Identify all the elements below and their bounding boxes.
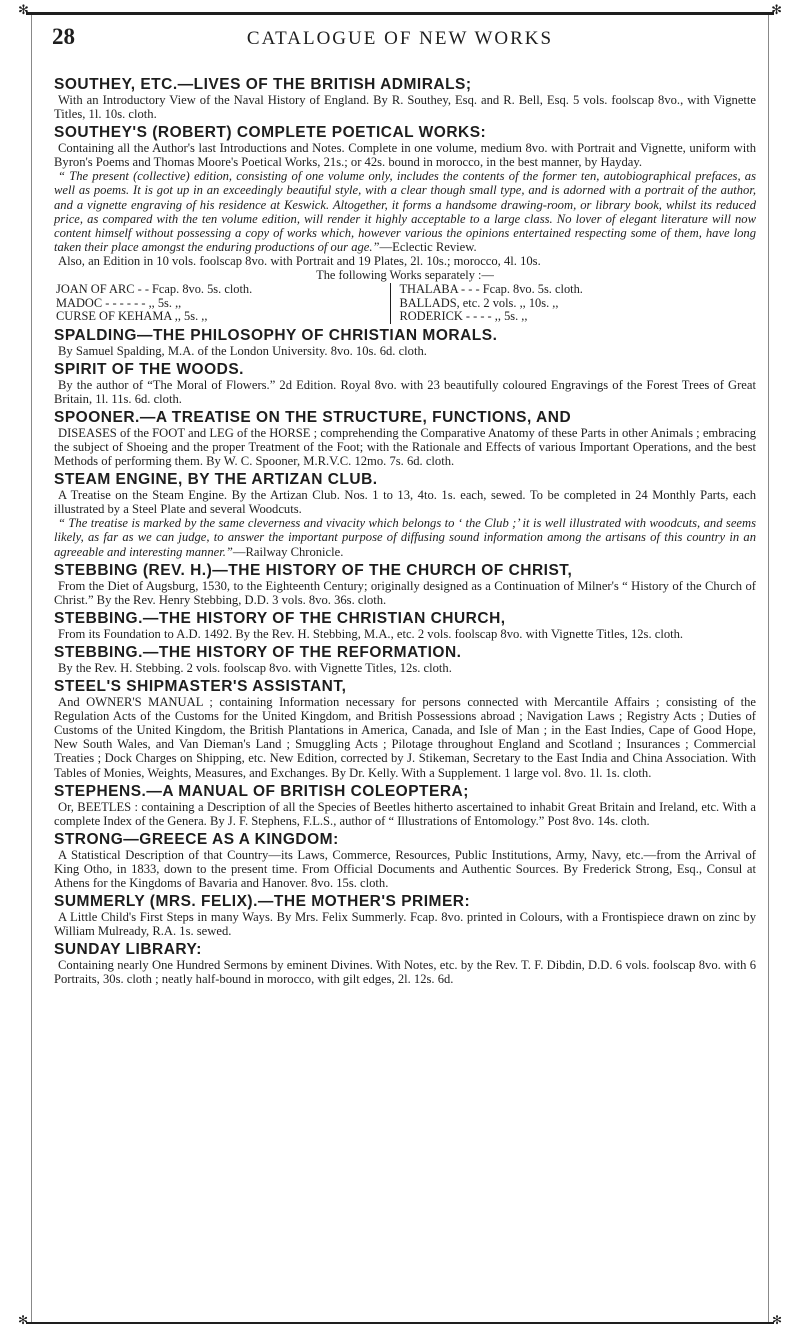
- works-row: CURSE OF KEHAMA ,, 5s. ,,: [54, 310, 391, 324]
- entry-spooner: [54, 409, 756, 468]
- running-head: CATALOGUE OF NEW WORKS: [246, 28, 554, 49]
- entry-heading: SPOONER.—A TREATISE ON THE STRUCTURE, FUNCTIONS, AND: [54, 408, 572, 426]
- right-border: [768, 15, 769, 1322]
- entry-heading: SPALDING—THE PHILOSOPHY OF CHRISTIAN MORALS.: [54, 326, 498, 344]
- entry-stephens-coleoptera: [54, 783, 756, 828]
- works-row: BALLADS, etc. 2 vols. ,, 10s. ,,: [399, 295, 559, 310]
- entry-heading: STEBBING (REV. H.)—THE HISTORY OF THE CHURCH OF CHRIST,: [54, 561, 573, 579]
- entry-body: From the Diet of Augsburg, 1530, to the Eighteenth Century; originally designed as a Continuation of Milner's “ History of the Church of Christ.” By the Rev. Henry Stebbing, D.D. 3 vols. 8vo. 36s. cloth.: [54, 578, 756, 607]
- review-quote: “ The present (collective) edition, consisting of one volume only, includes the contents of the former ten, autobiographical prefaces, as well as poems. It is got up in an exceedingly beautiful style, with a clear though small type, and is adorned with a portrait of the author, and a vignette engraving of his residence at Keswick. Altogether, it forms a handsome drawing-room, or library book, whilst its reduced price, as compared with the ten volume edition, will render it highly acceptable to a large class. No lover of elegant literature will now content himself without possessing a copy of works which, however various the opinions entertained respecting some of them, have long taken their place amongst the enduring productions of our age.”: [54, 169, 756, 254]
- page-number: 28: [52, 24, 75, 49]
- works-row: JOAN OF ARC - - Fcap. 8vo. 5s. cloth.: [54, 283, 391, 297]
- entry-strong-greece: [54, 831, 756, 890]
- entry-heading: SOUTHEY, ETC.—LIVES OF THE BRITISH ADMIRALS;: [54, 76, 472, 93]
- entry-heading: SPIRIT OF THE WOODS.: [54, 360, 244, 378]
- entry-heading: STEPHENS.—A MANUAL OF BRITISH COLEOPTERA;: [54, 782, 469, 800]
- left-border: [31, 15, 32, 1322]
- separate-works-table: [54, 283, 756, 324]
- entry-heading: STEBBING.—THE HISTORY OF THE REFORMATION.: [54, 643, 462, 661]
- entry-heading: STEAM ENGINE, BY THE ARTIZAN CLUB.: [54, 471, 378, 489]
- entry-stebbing-christian-church: [54, 610, 756, 641]
- entry-heading: SUNDAY LIBRARY:: [54, 941, 202, 959]
- entry-body: And OWNER'S MANUAL ; containing Information necessary for persons connected with Mercantile Affairs ; consisting of the Regulation Acts of the Customs for the United Kingdom, and British Possessions abroad ; Navigation Laws ; Registry Acts ; Duties of Customs of the United Kingdom, the British Plantations in America, Canada, and Isle of Man ; in the East Indies, Cape of Good Hope, New South Wales, and Van Dieman's Land ; Smuggling Acts ; Pilotage throughout England and Scotland ; Insurances ; Commercial Treaties ; Dock Charges on Shipping, etc. New Edition, corrected by J. Stikeman, Secretary to the East India and China Association. With Tables of Monies, Weights, Measures, and Exchanges. By Dr. Kelly. With a Supplement. 1 large vol. 8vo. 1l. 1s. cloth.: [54, 695, 756, 780]
- entry-spalding: [54, 327, 756, 358]
- entry-spirit-woods: [54, 361, 756, 406]
- entry-body: Containing all the Author's last Introductions and Notes. Complete in one volume, medium 8vo. with Portrait and Vignette, uniform with Byron's Poems and Thomas Moore's Poetical Works, 21s.; or 42s. bound in morocco, in the best manner, by Hayday.: [54, 141, 756, 170]
- entry-body: By the Rev. H. Stebbing. 2 vols. foolscap 8vo. with Vignette Titles, 12s. cloth.: [58, 660, 452, 675]
- entry-body: A Little Child's First Steps in many Ways. By Mrs. Felix Summerly. Fcap. 8vo. printed in Colours, with a Frontispiece drawn on zinc by William Mulready, R.A. 1s. sewed.: [54, 910, 756, 939]
- entry-southey-admirals: [54, 76, 756, 121]
- entry-body: By Samuel Spalding, M.A. of the London University. 8vo. 10s. 6d. cloth.: [58, 343, 427, 358]
- top-rule: [26, 12, 774, 15]
- entry-body: DISEASES of the FOOT and LEG of the HORSE ; comprehending the Comparative Anatomy of these Parts in other Animals ; embracing the subject of Shoeing and the proper Treatment of the Foot; with the Rationale and Effects of various Important Operations, and the best Methods of performing them. By W. C. Spooner, M.R.V.C. 12mo. 7s. 6d. cloth.: [54, 425, 756, 469]
- entry-stebbing-church-christ: [54, 562, 756, 607]
- bottom-rule: [26, 1322, 774, 1324]
- review-source: —Eclectic Review.: [379, 239, 477, 254]
- entry-sunday-library: [54, 941, 756, 986]
- entry-southey-poetical: [54, 124, 756, 323]
- entry-stebbing-reformation: [54, 644, 756, 675]
- entry-heading: STEBBING.—THE HISTORY OF THE CHRISTIAN CHURCH,: [54, 609, 506, 627]
- entry-body: From its Foundation to A.D. 1492. By the Rev. H. Stebbing, M.A., etc. 2 vols. foolscap 8vo. with Vignette Titles, 12s. cloth.: [58, 626, 684, 641]
- works-caption: The following Works separately :—: [316, 268, 494, 283]
- also-edition: Also, an Edition in 10 vols. foolscap 8vo. with Portrait and 19 Plates, 2l. 10s.; morocco, 4l. 10s.: [58, 253, 541, 268]
- entry-body: Or, BEETLES : containing a Description of all the Species of Beetles hitherto ascertained to inhabit Great Britain and Ireland, etc. With a complete Index of the Genera. By J. F. Stephens, F.L.S., author of “ Illustrations of Entomology.” Post 8vo. 14s. cloth.: [54, 799, 756, 828]
- entry-body: A Treatise on the Steam Engine. By the Artizan Club. Nos. 1 to 13, 4to. 1s. each, sewed. To be completed in 24 Monthly Parts, each illustrated by a Steel Plate and several Woodcuts.: [54, 488, 756, 517]
- entry-body: A Statistical Description of that Country—its Laws, Commerce, Resources, Public Institutions, Army, Navy, etc.—from the Arrival of King Otho, in 1833, down to the present time. From Official Documents and Authentic Sources. By Frederick Strong, Esq., Consul at Athens for the Kingdoms of Bavaria and Hanover. 8vo. 15s. cloth.: [54, 847, 756, 890]
- entry-heading: STEEL'S SHIPMASTER'S ASSISTANT,: [54, 678, 347, 696]
- entry-steam-engine: [54, 471, 756, 558]
- review-quote: “ The treatise is marked by the same cleverness and vivacity which belongs to ‘ the Club ;’ it is well illustrated with woodcuts, and seems likely, as far as we can judge, to answer the important purpose of diffusing sound information among the artisans of this country in an agreeable and interesting manner.”: [54, 516, 756, 559]
- entry-steel-shipmaster: [54, 678, 756, 780]
- catalogue-entries: [54, 76, 756, 989]
- entry-heading: SUMMERLY (MRS. FELIX).—THE MOTHER'S PRIMER:: [54, 893, 471, 911]
- works-row: THALABA - - - Fcap. 8vo. 5s. cloth.: [399, 282, 583, 297]
- works-row: MADOC - - - - - - ,, 5s. ,,: [54, 297, 391, 311]
- entry-body: With an Introductory View of the Naval History of England. By R. Southey, Esq. and R. Bell, Esq. 5 vols. foolscap 8vo., with Vignette Titles, 1l. 10s. cloth.: [54, 93, 756, 122]
- entry-body: By the author of “The Moral of Flowers.” 2d Edition. Royal 8vo. with 23 beautifully coloured Engravings of the Forest Trees of Great Britain, 1l. 11s. 6d. cloth.: [54, 377, 756, 406]
- works-row: RODERICK - - - - ,, 5s. ,,: [399, 309, 528, 324]
- entry-heading: STRONG—GREECE AS A KINGDOM:: [54, 830, 339, 848]
- entry-body: Containing nearly One Hundred Sermons by eminent Divines. With Notes, etc. by the Rev. T. F. Dibdin, D.D. 6 vols. foolscap 8vo. with 6 Portraits, 30s. cloth ; neatly half-bound in morocco, with gilt edges, 2l. 12s. 6d.: [54, 958, 756, 987]
- entry-summerly-primer: [54, 893, 756, 938]
- entry-heading: SOUTHEY'S (ROBERT) COMPLETE POETICAL WORKS:: [54, 124, 487, 142]
- review-source: —Railway Chronicle.: [232, 544, 344, 559]
